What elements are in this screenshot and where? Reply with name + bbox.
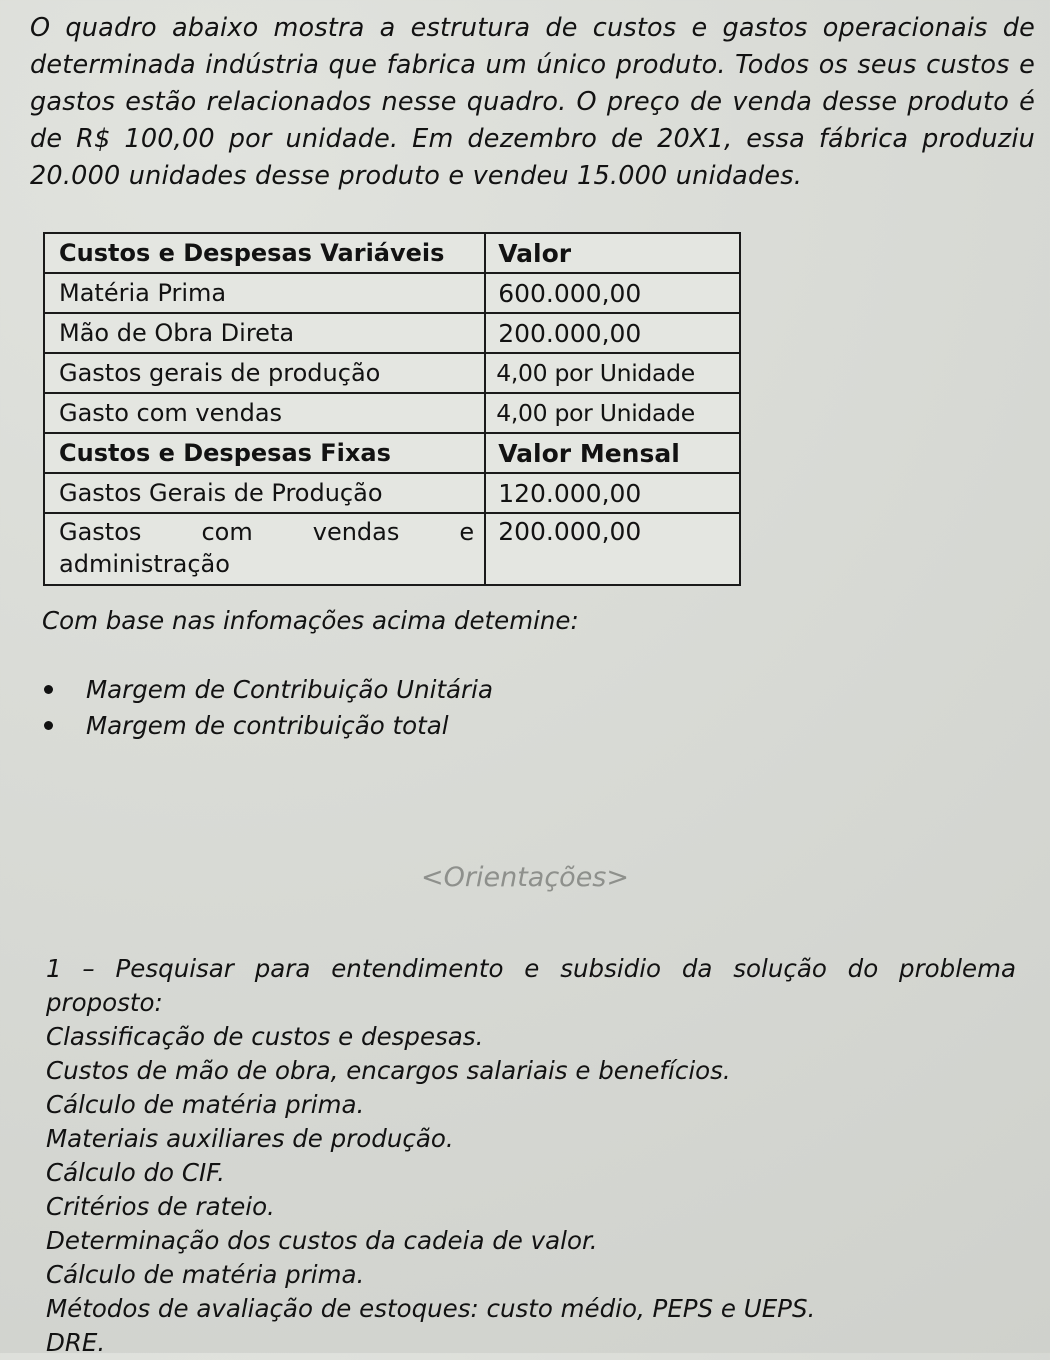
topic-item: Materiais auxiliares de produção. — [46, 1124, 454, 1153]
table-cell-value: 200.000,00 — [485, 513, 740, 585]
table-header-row — [44, 233, 740, 273]
list-item-label: Margem de Contribuição Unitária — [86, 675, 493, 704]
question-prompt: Com base nas infomações acima detemine: — [42, 606, 579, 635]
topic-item: DRE. — [46, 1328, 106, 1357]
list-item-label: Margem de contribuição total — [86, 711, 449, 740]
table-row — [44, 313, 740, 353]
topic-item: Cálculo de matéria prima. — [46, 1090, 365, 1119]
orientation-steps — [46, 952, 1016, 1360]
table-cell-value: 600.000,00 — [485, 273, 740, 313]
table-header-cell: Valor Mensal — [485, 433, 740, 473]
table-cell-label: Gasto com vendas — [44, 393, 485, 433]
topic-item: Critérios de rateio. — [46, 1192, 275, 1221]
orientation-heading: <Orientações> — [421, 862, 629, 893]
topic-item: Cálculo do CIF. — [46, 1158, 225, 1187]
question-list — [42, 672, 493, 744]
topic-item: Cálculo de matéria prima. — [46, 1260, 365, 1289]
topic-item: Custos de mão de obra, encargos salariais e benefícios. — [46, 1056, 731, 1085]
table-header-row — [44, 433, 740, 473]
table-cell-label-line: administração — [59, 550, 230, 578]
table-row — [44, 393, 740, 433]
table-cell-label: Gastos gerais de produção — [44, 353, 485, 393]
table-cell-value: 120.000,00 — [485, 473, 740, 513]
table-cell-value: 4,00 por Unidade — [485, 353, 740, 393]
topic-item: Determinação dos custos da cadeia de valor. — [46, 1226, 598, 1255]
problem-line: 20.000 unidades desse produto e vendeu 15.000 unidades. — [30, 161, 803, 191]
list-item — [42, 708, 493, 744]
bullet-icon — [44, 685, 53, 694]
table-cell-label-line: Gastos com vendas e — [59, 518, 475, 546]
step-intro-line: 1 – Pesquisar para entendimento e subsidio da solução do problema — [46, 954, 1016, 983]
topic-item: Classificação de custos e despesas. — [46, 1022, 484, 1051]
table-header-cell: Valor — [485, 233, 740, 273]
problem-line: O quadro abaixo mostra a estrutura de custos e gastos operacionais de — [30, 13, 1035, 43]
table-cell-label: Matéria Prima — [44, 273, 485, 313]
problem-line: gastos estão relacionados nesse quadro. O preço de venda desse produto é — [30, 87, 1035, 117]
table-cell-label — [44, 513, 485, 585]
table-header-cell: Custos e Despesas Variáveis — [44, 233, 485, 273]
problem-statement — [30, 10, 1035, 195]
table-row — [44, 473, 740, 513]
table-cell-label: Mão de Obra Direta — [44, 313, 485, 353]
table-header-cell: Custos e Despesas Fixas — [44, 433, 485, 473]
table-cell-label: Gastos Gerais de Produção — [44, 473, 485, 513]
table-cell-value: 4,00 por Unidade — [485, 393, 740, 433]
step-intro-line: proposto: — [46, 988, 163, 1017]
table-row — [44, 353, 740, 393]
list-item — [42, 672, 493, 708]
bullet-icon — [44, 721, 53, 730]
topic-item: Métodos de avaliação de estoques: custo médio, PEPS e UEPS. — [46, 1294, 816, 1323]
table-row — [44, 273, 740, 313]
table-cell-value: 200.000,00 — [485, 313, 740, 353]
problem-line: de R$ 100,00 por unidade. Em dezembro de 20X1, essa fábrica produziu — [30, 124, 1035, 154]
cost-table — [43, 232, 741, 586]
problem-line: determinada indústria que fabrica um único produto. Todos os seus custos e — [30, 50, 1035, 80]
table-row — [44, 513, 740, 585]
